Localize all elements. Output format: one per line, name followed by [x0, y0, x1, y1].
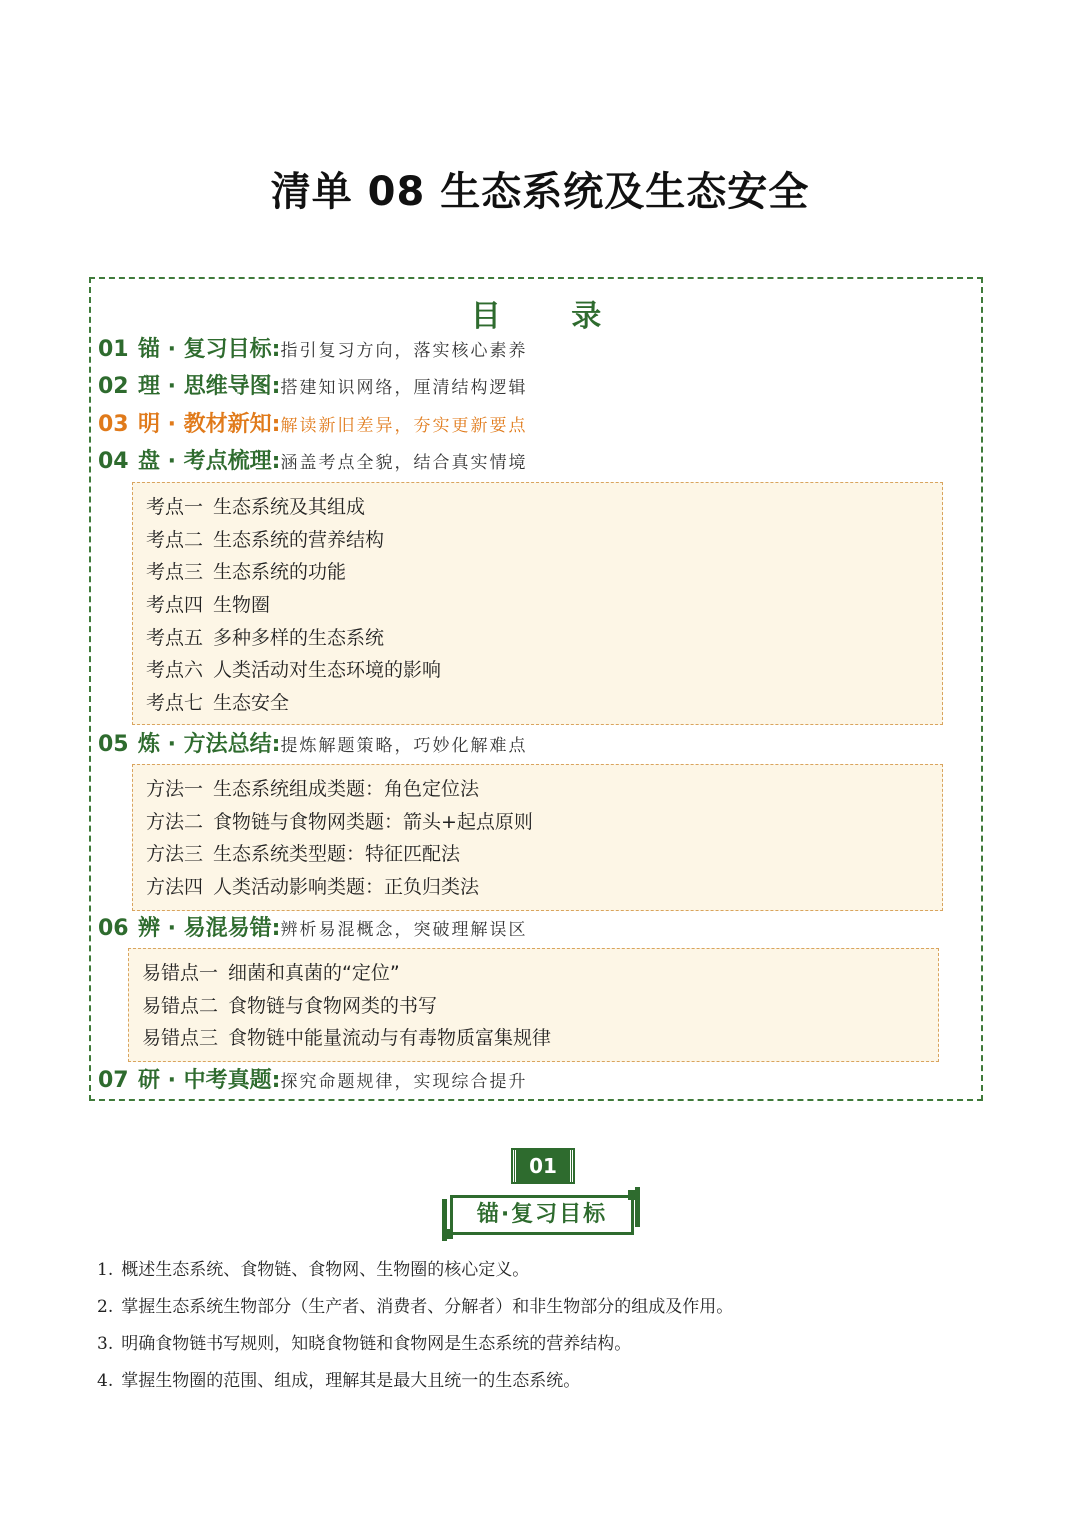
item-label: 考点七: [146, 692, 204, 715]
section-badge-title: 锚·复习目标: [450, 1195, 634, 1235]
section-number: 02: [98, 374, 129, 399]
section-title: 炼 · 方法总结:: [138, 732, 281, 757]
list-item[interactable]: [146, 773, 942, 806]
section-description: 搭建知识网络，厘清结构逻辑: [280, 378, 528, 398]
list-item[interactable]: [146, 838, 942, 871]
list-item[interactable]: [142, 990, 938, 1023]
section-title: 锚 · 复习目标:: [138, 337, 281, 362]
section-number: 05: [98, 732, 129, 757]
item-label: 考点五: [146, 626, 204, 649]
badge-decoration: [443, 1229, 453, 1239]
section-title: 研 · 中考真题:: [138, 1068, 281, 1093]
list-item[interactable]: [142, 957, 938, 990]
item-text: 生态系统及其组成: [213, 496, 366, 518]
goal-number: 1.: [97, 1260, 114, 1280]
item-text: 生态系统类型题：特征匹配法: [213, 843, 461, 866]
item-label: 方法一: [146, 778, 204, 800]
toc-section-02[interactable]: [98, 372, 527, 402]
section-number: 03: [98, 412, 129, 437]
kaodian-list: [132, 482, 943, 725]
section-badge-number: 01: [513, 1150, 573, 1182]
item-label: 方法四: [146, 876, 204, 899]
list-item[interactable]: [146, 524, 942, 557]
toc-heading: 目 录: [470, 299, 632, 334]
toc-section-04[interactable]: [98, 447, 527, 477]
item-text: 多种多样的生态系统: [213, 626, 385, 649]
item-text: 细菌和真菌的“定位”: [228, 962, 400, 984]
item-label: 考点二: [146, 528, 204, 551]
toc-section-01[interactable]: [98, 335, 527, 365]
item-text: 食物链与食物网类的书写: [228, 994, 438, 1017]
goal-item: [97, 1365, 733, 1402]
section-number: 07: [98, 1068, 129, 1093]
item-label: 易错点三: [142, 1027, 219, 1050]
yicuo-list: [128, 948, 939, 1062]
section-number: 06: [98, 916, 129, 941]
section-description: 辨析易混概念，突破理解误区: [280, 920, 528, 940]
section-description: 解读新旧差异，夯实更新要点: [280, 416, 528, 436]
goal-number: 2.: [97, 1297, 114, 1317]
badge-decoration: [628, 1190, 638, 1200]
section-title: 盘 · 考点梳理:: [138, 449, 281, 474]
document-title: 清单 08 生态系统及生态安全: [270, 169, 810, 215]
list-item[interactable]: [146, 687, 942, 720]
section-number: 01: [98, 337, 129, 362]
item-label: 考点六: [146, 659, 204, 682]
item-text: 生物圈: [213, 594, 271, 617]
section-description: 涵盖考点全貌，结合真实情境: [280, 453, 528, 473]
list-item[interactable]: [146, 556, 942, 589]
section-badge: [440, 1147, 640, 1247]
list-item[interactable]: [146, 589, 942, 622]
item-label: 方法三: [146, 843, 204, 866]
toc-section-03[interactable]: [98, 410, 527, 440]
goal-text: 掌握生态系统生物部分（生产者、消费者、分解者）和非生物部分的组成及作用。: [121, 1297, 734, 1317]
section-description: 提炼解题策略，巧妙化解难点: [280, 736, 528, 756]
goal-number: 3.: [97, 1334, 114, 1354]
item-text: 人类活动对生态环境的影响: [213, 659, 442, 682]
item-label: 考点三: [146, 561, 204, 584]
toc-section-06[interactable]: [98, 914, 527, 944]
list-item[interactable]: [146, 491, 942, 524]
section-number: 04: [98, 449, 129, 474]
section-title: 辨 · 易混易错:: [138, 916, 281, 941]
item-label: 易错点二: [142, 994, 219, 1017]
goal-text: 概述生态系统、食物链、食物网、生物圈的核心定义。: [121, 1260, 530, 1280]
item-text: 食物链中能量流动与有毒物质富集规律: [228, 1027, 552, 1050]
goal-number: 4.: [97, 1371, 114, 1391]
review-goals-list: [97, 1254, 733, 1402]
goal-text: 掌握生物圈的范围、组成，理解其是最大且统一的生态系统。: [121, 1371, 581, 1391]
fangfa-list: [132, 764, 943, 911]
item-text: 生态系统组成类题：角色定位法: [213, 778, 480, 800]
section-description: 探究命题规律，实现综合提升: [280, 1072, 528, 1092]
section-title: 理 · 思维导图:: [138, 374, 281, 399]
list-item[interactable]: [146, 806, 942, 839]
toc-section-07[interactable]: [98, 1066, 527, 1096]
item-label: 易错点一: [142, 962, 219, 984]
section-description: 指引复习方向，落实核心素养: [280, 341, 528, 361]
item-text: 人类活动影响类题：正负归类法: [213, 876, 480, 899]
toc-section-05[interactable]: [98, 730, 527, 760]
goal-item: [97, 1254, 733, 1291]
list-item[interactable]: [142, 1022, 938, 1055]
item-text: 生态系统的营养结构: [213, 528, 385, 551]
list-item[interactable]: [146, 871, 942, 904]
item-text: 生态安全: [213, 692, 290, 715]
goal-text: 明确食物链书写规则，知晓食物链和食物网是生态系统的营养结构。: [121, 1334, 632, 1354]
list-item[interactable]: [146, 622, 942, 655]
item-label: 考点四: [146, 594, 204, 617]
item-text: 生态系统的功能: [213, 561, 347, 584]
item-label: 方法二: [146, 810, 204, 833]
table-of-contents: [89, 277, 983, 1101]
section-title: 明 · 教材新知:: [138, 412, 281, 437]
goal-item: [97, 1291, 733, 1328]
item-label: 考点一: [146, 496, 204, 518]
list-item[interactable]: [146, 654, 942, 687]
goal-item: [97, 1328, 733, 1365]
item-text: 食物链与食物网类题：箭头+起点原则: [213, 810, 533, 833]
